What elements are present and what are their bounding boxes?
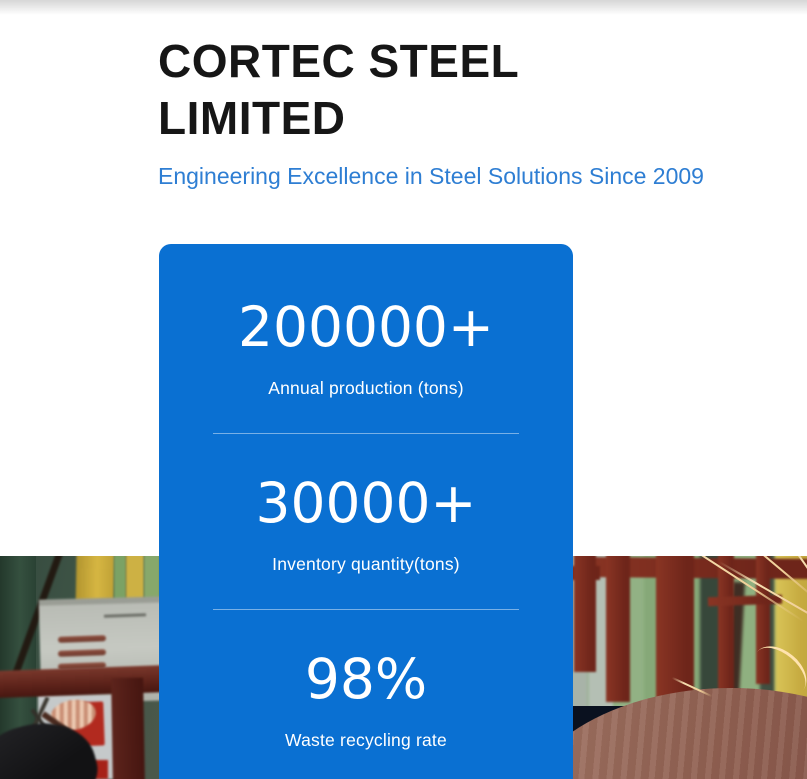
photo-steel-frame-post: [718, 556, 734, 694]
company-title: CORTEC STEEL LIMITED: [158, 35, 519, 144]
photo-steel-frame-post: [574, 556, 596, 672]
stat-divider: [213, 609, 519, 610]
photo-steel-frame-post: [656, 556, 694, 704]
header-bottom-shadow: [0, 0, 807, 15]
stat-value: 30000+: [255, 471, 477, 535]
photo-right-steelworks: [560, 556, 807, 779]
stat-divider: [213, 433, 519, 434]
stat-value: 200000+: [237, 295, 495, 359]
photo-left-workshop: [0, 556, 160, 779]
photo-steel-coil-surface: [560, 688, 807, 779]
stats-card: [159, 244, 573, 779]
stat-label: Inventory quantity(tons): [272, 554, 460, 574]
company-tagline: Engineering Excellence in Steel Solutions Since 2009: [158, 163, 704, 189]
stat-waste-recycling: [159, 646, 573, 751]
stat-label: Annual production (tons): [268, 378, 464, 398]
photo-steel-frame-post: [606, 556, 630, 702]
stat-inventory-quantity: [159, 470, 573, 575]
stat-label: Waste recycling rate: [285, 730, 447, 750]
stat-value: 98%: [304, 647, 428, 711]
stat-annual-production: [159, 294, 573, 399]
photo-maroon-rail-leg: [111, 678, 145, 779]
photo-steel-texture: [560, 688, 807, 779]
